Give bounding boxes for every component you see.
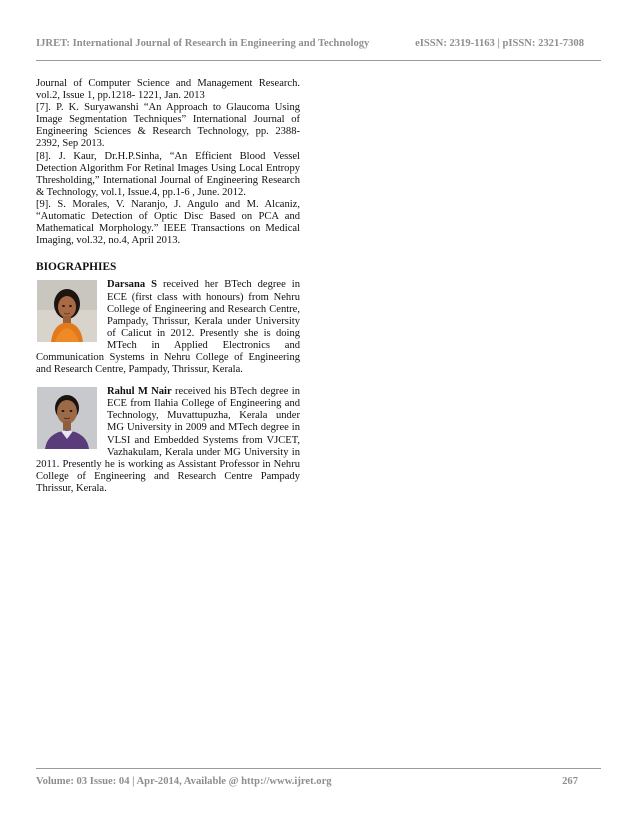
author-name: Darsana S <box>107 279 157 291</box>
biography-darsana <box>36 279 300 376</box>
journal-title: IJRET: International Journal of Research in Engineering and Technology <box>36 38 370 49</box>
volume-info: Volume: 03 Issue: 04 | Apr-2014, Available @ http://www.ijret.org <box>36 776 332 787</box>
footer-rule <box>36 768 601 769</box>
biography-rahul <box>36 386 300 495</box>
page-number: 267 <box>562 776 578 787</box>
author-name: Rahul M Nair <box>107 386 172 398</box>
biography-text: received his BTech degree in ECE from Ilahia College of Engineering and Technology, Muvattupuzha, Kerala under MG University in 2009 and MTech degree in VLSI and Embedded Systems from VJCET, Vazhakulam, Kerala under MG University in 2011. Presently he is working as Assistant Professor in Nehru College of Engineering and Research Centre Pampady Thrissur, Kerala. <box>36 386 300 494</box>
reference-continued: Journal of Computer Science and Management Research. vol.2, Issue 1, pp.1218- 1221, Jan. 2013 <box>36 78 300 102</box>
author-photo-rahul <box>37 387 97 449</box>
reference-8: [8]. J. Kaur, Dr.H.P.Sinha, “An Efficient Blood Vessel Detection Algorithm For Retinal Images Using Local Entropy Thresholding,” International Journal of Engineering Research & Technology, vol.1, Issue.4, pp.1-6 , June. 2012. <box>36 150 300 198</box>
biographies-heading: BIOGRAPHIES <box>36 261 117 274</box>
issn-text: eISSN: 2319-1163 | pISSN: 2321-7308 <box>415 38 584 49</box>
reference-7: [7]. P. K. Suryawanshi “An Approach to Glaucoma Using Image Segmentation Techniques” International Journal of Engineering Sciences & Research Technology, pp. 2388-2392, Sep 2013. <box>36 102 300 150</box>
header-rule <box>36 60 601 61</box>
author-photo-darsana <box>37 280 97 342</box>
text-column <box>36 78 300 505</box>
reference-9: [9]. S. Morales, V. Naranjo, J. Angulo and M. Alcaniz, “Automatic Detection of Optic Disc Based on PCA and Mathematical Morphology.” IEEE Transactions on Medical Imaging, vol.32, no.4, April 2013. <box>36 198 300 247</box>
biography-text: received her BTech degree in ECE (first class with honours) from Nehru College of Engineering and Research Centre, Pampady, Thrissur, Kerala under University of Calicut in 2012. Presently she is doing MTech in Applied Electronics and Communication Systems in Nehru College of Engineering and Research Centre, Pampady, Thrissur, Kerala. <box>36 279 300 376</box>
